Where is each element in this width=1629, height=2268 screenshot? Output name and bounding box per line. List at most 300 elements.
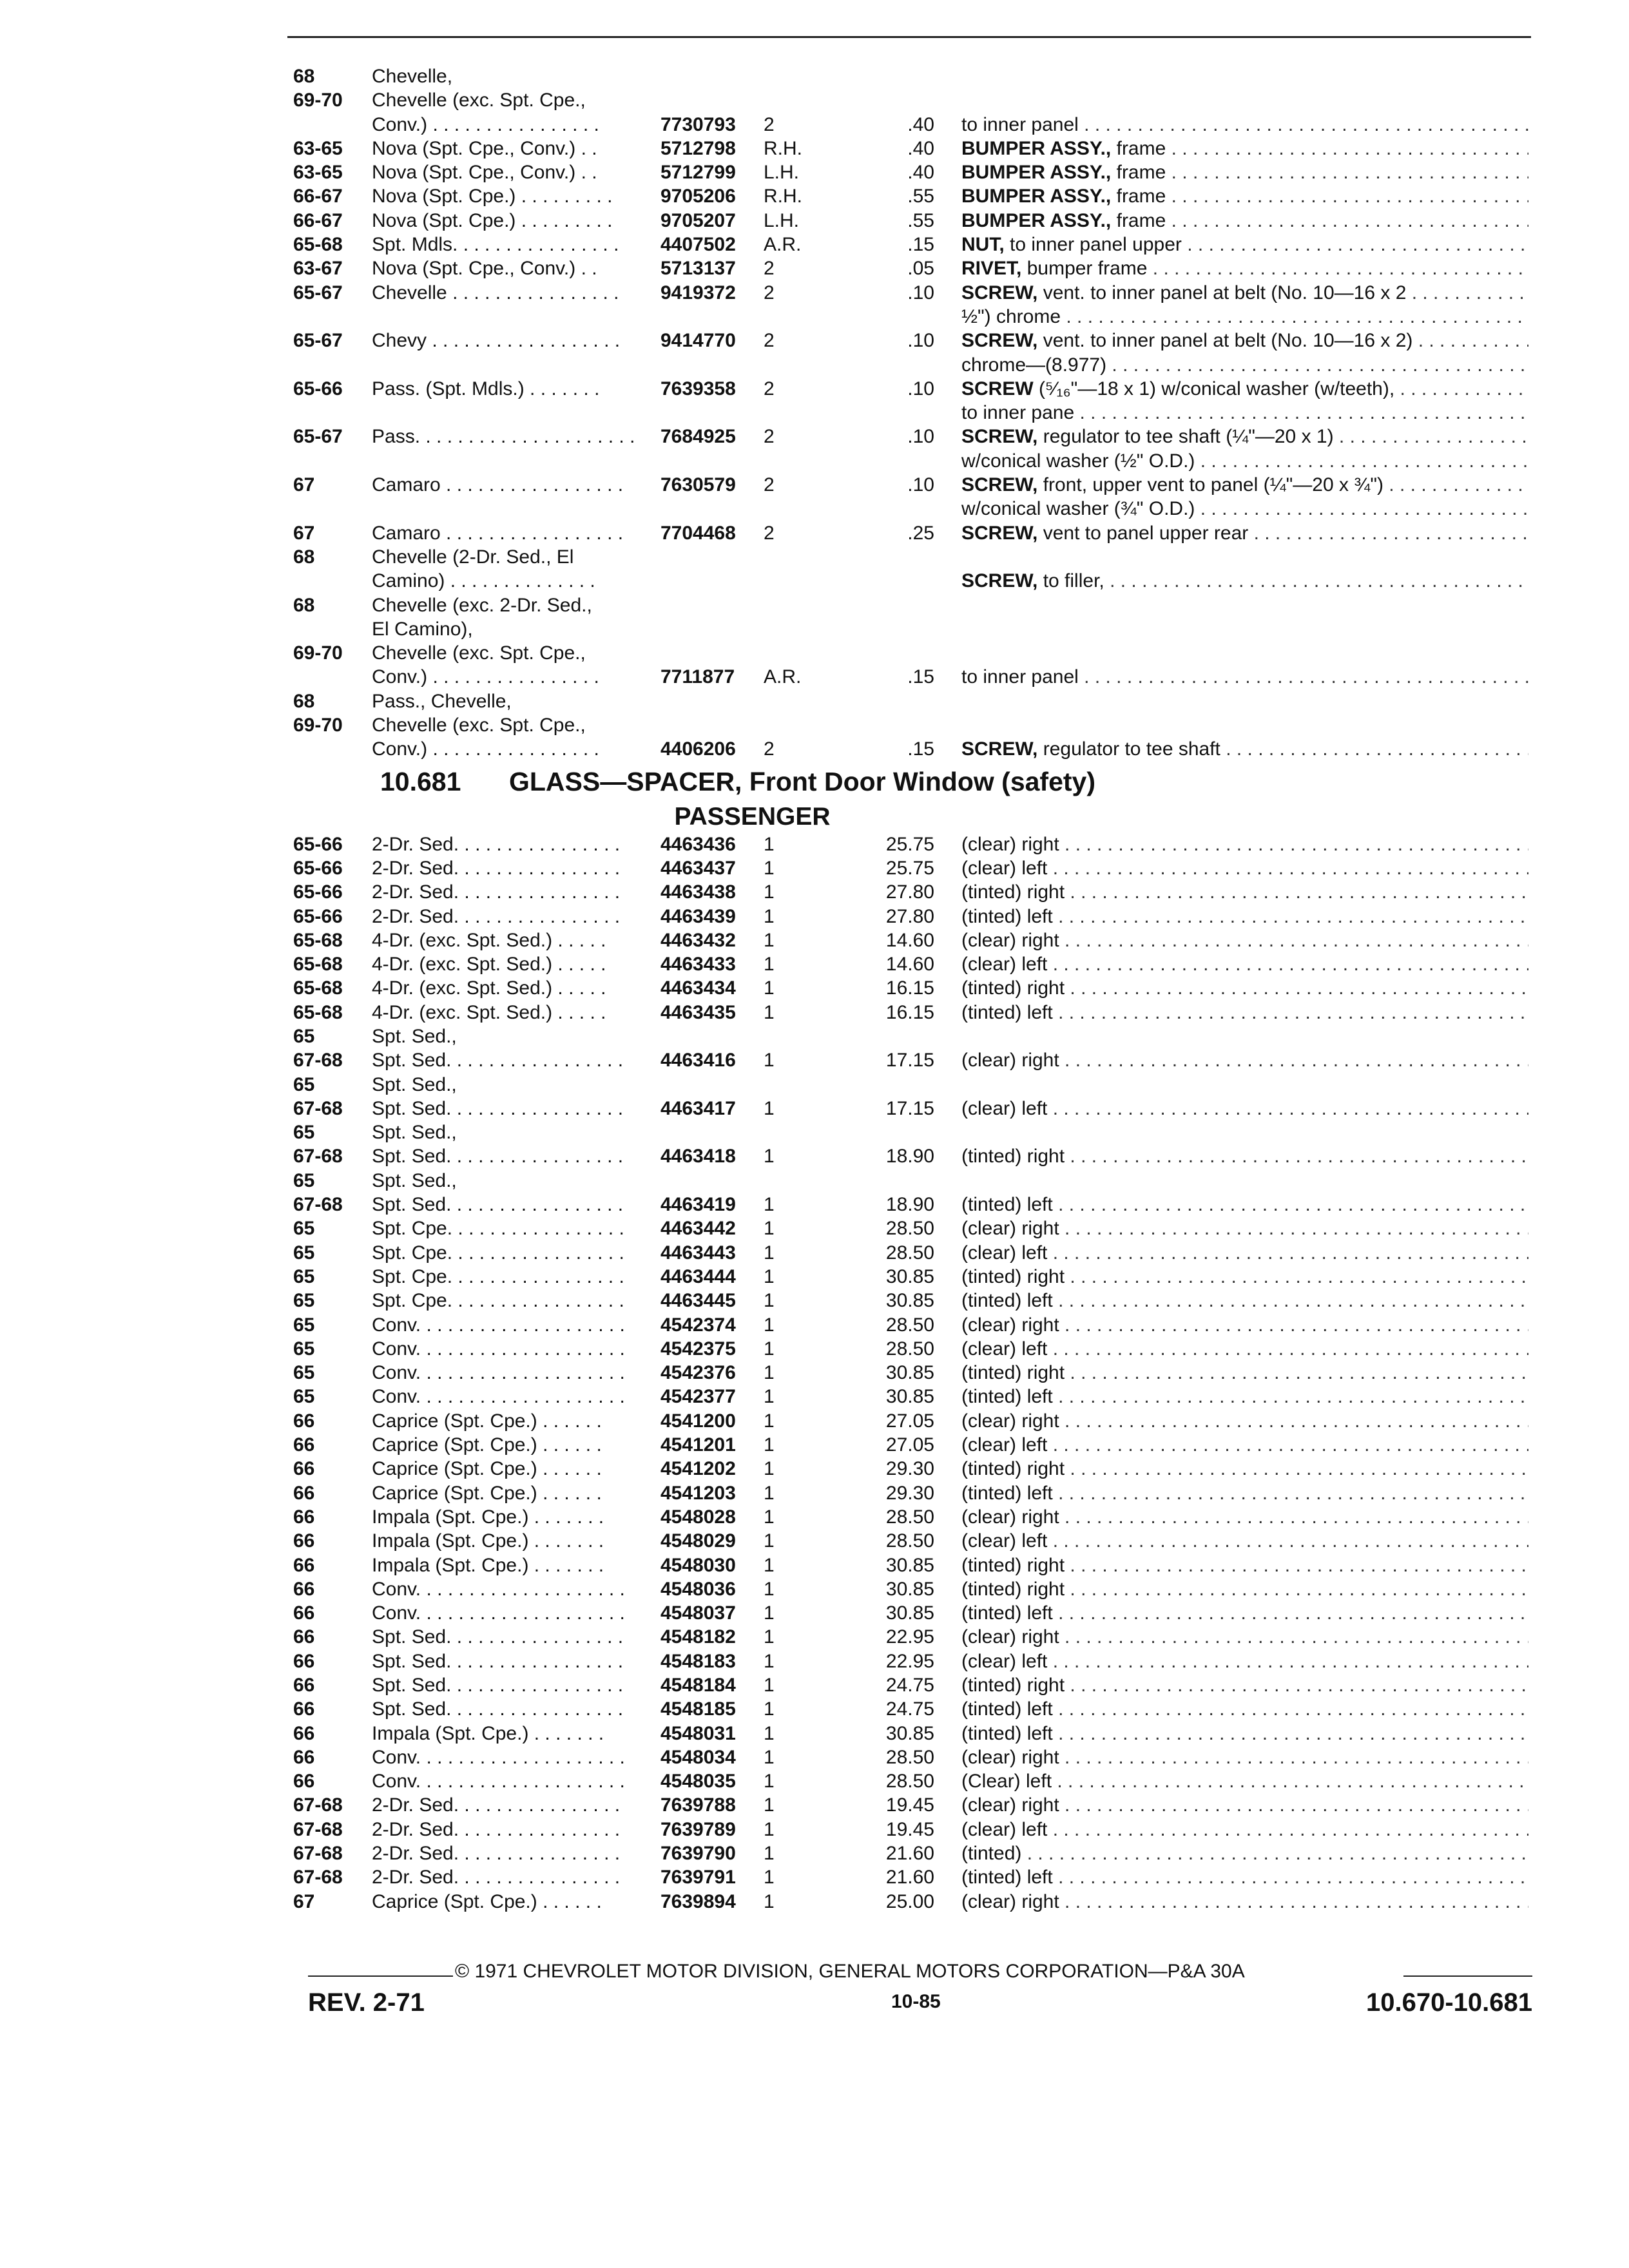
description-text: (clear) left . . . [961, 1242, 1528, 1264]
year-cell: 68 [293, 546, 315, 568]
price-cell: 30.85 [885, 1554, 934, 1576]
description-keyword: BUMPER ASSY., [961, 162, 1112, 184]
table-row [293, 1265, 1530, 1289]
part-number-cell: 7639791 [660, 1867, 736, 1888]
part-number-cell: 7639790 [660, 1843, 736, 1865]
year-cell: 65 [293, 1314, 315, 1336]
part-number-cell: 4548182 [660, 1626, 736, 1648]
price-cell: 17.15 [885, 1050, 934, 1072]
part-number-cell: 4463417 [660, 1097, 736, 1119]
quantity-cell: 1 [764, 1290, 775, 1312]
price-cell: 18.90 [885, 1194, 934, 1216]
table-row [293, 1193, 1530, 1216]
price-cell: .10 [907, 330, 934, 352]
description-cell [961, 1313, 1528, 1337]
price-cell: 27.05 [885, 1410, 934, 1432]
section-range: 10.670-10.681 [1365, 1988, 1532, 2017]
table-row [293, 905, 1530, 928]
model-cell: Spt. Sed. . . . . . . . . . . . . . . . . [372, 1650, 624, 1672]
description-cell [961, 449, 1528, 473]
year-cell: 66 [293, 1602, 315, 1624]
year-cell: 66 [293, 1675, 315, 1696]
price-cell: .15 [907, 666, 934, 688]
table-row [293, 88, 1530, 112]
table-row [293, 856, 1530, 880]
model-cell: Spt. Sed. . . . . . . . . . . . . . . . . [372, 1146, 624, 1168]
description-text: (clear) left . . . [961, 1098, 1528, 1119]
year-cell: 65 [293, 1025, 315, 1047]
price-cell: 24.75 [885, 1698, 934, 1720]
part-number-cell: 4463419 [660, 1194, 736, 1216]
model-cell: 2-Dr. Sed. . . . . . . . . . . . . . . . [372, 1818, 621, 1840]
description-text: (tinted) right . . . [961, 1266, 1528, 1287]
part-number-cell: 7639788 [660, 1794, 736, 1816]
table-row [293, 1024, 1530, 1048]
table-row [293, 593, 1530, 617]
model-cell: Impala (Spt. Cpe.) . . . . . . . [372, 1554, 604, 1576]
quantity-cell: 2 [764, 378, 775, 399]
table-row [293, 737, 1530, 761]
quantity-cell: 1 [764, 1314, 775, 1336]
description-cell [961, 1097, 1528, 1120]
model-cell: 4-Dr. (exc. Spt. Sed.) . . . . . [372, 1001, 606, 1023]
description-text: to inner panel . . . [961, 666, 1528, 687]
section-number: 10.681 [380, 766, 461, 796]
description-text: (tinted) right . . . [961, 1675, 1528, 1696]
year-cell: 67-68 [293, 1097, 343, 1119]
year-cell: 66 [293, 1554, 315, 1576]
part-number-cell: 4406206 [660, 738, 736, 760]
model-cell: Spt. Sed., [372, 1025, 457, 1047]
part-number-cell: 5712799 [660, 162, 736, 184]
description-text: (tinted) right . . . [961, 977, 1528, 999]
price-cell: 21.60 [885, 1867, 934, 1888]
description-text: (tinted) left . . . [961, 1867, 1528, 1888]
description-text: (clear) left . . . [961, 1530, 1528, 1552]
table-row [293, 1577, 1530, 1601]
description-cell [961, 1361, 1528, 1385]
description-cell [961, 1216, 1528, 1240]
model-cell: Nova (Spt. Cpe.) . . . . . . . . . [372, 186, 613, 207]
description-cell [961, 305, 1528, 329]
description-keyword: SCREW, [961, 282, 1038, 303]
model-cell: Conv. . . . . . . . . . . . . . . . . . . . [372, 1746, 625, 1768]
year-cell: 65-67 [293, 426, 343, 448]
description-keyword: SCREW, [961, 522, 1038, 544]
price-cell: 25.75 [885, 833, 934, 855]
table-row [293, 1481, 1530, 1505]
quantity-cell: 1 [764, 1867, 775, 1888]
year-cell: 66 [293, 1722, 315, 1744]
quantity-cell: 2 [764, 282, 775, 303]
description-cell [961, 1481, 1528, 1505]
description-cell [961, 1144, 1528, 1168]
model-cell: Spt. Sed. . . . . . . . . . . . . . . . . [372, 1194, 624, 1216]
model-cell: Caprice (Spt. Cpe.) . . . . . . [372, 1482, 602, 1504]
quantity-cell: 1 [764, 1722, 775, 1744]
part-number-cell: 4463434 [660, 977, 736, 999]
year-cell: 65 [293, 1242, 315, 1264]
quantity-cell: A.R. [764, 666, 802, 688]
model-cell: Spt. Sed. . . . . . . . . . . . . . . . . [372, 1698, 624, 1720]
year-cell: 65 [293, 1362, 315, 1384]
description-text: (tinted) right . . . [961, 1579, 1528, 1600]
description-cell [961, 952, 1528, 976]
description-text: to filler, . . . [1043, 570, 1528, 591]
model-cell: Spt. Sed. . . . . . . . . . . . . . . . . [372, 1050, 624, 1072]
year-cell: 65 [293, 1122, 315, 1144]
table-row [293, 1001, 1530, 1024]
part-number-cell: 4463437 [660, 857, 736, 879]
part-number-cell: 4548185 [660, 1698, 736, 1720]
year-cell: 67-68 [293, 1146, 343, 1168]
quantity-cell: 1 [764, 1554, 775, 1576]
quantity-cell: 1 [764, 1194, 775, 1216]
part-number-cell: 4541200 [660, 1410, 736, 1432]
model-cell: Chevelle (2-Dr. Sed., El [372, 546, 574, 568]
description-text: (⁵⁄₁₆"—18 x 1) w/conical washer (w/teeth), . . . [1039, 378, 1528, 399]
model-cell: Pass. . . . . . . . . . . . . . . . . . . . . [372, 426, 635, 448]
price-cell: 19.45 [885, 1818, 934, 1840]
year-cell: 67-68 [293, 1050, 343, 1072]
revision-label: REV. 2-71 [308, 1988, 425, 2017]
description-cell [961, 329, 1528, 352]
year-cell: 66 [293, 1626, 315, 1648]
quantity-cell: 1 [764, 1050, 775, 1072]
model-cell: Spt. Sed. . . . . . . . . . . . . . . . . [372, 1675, 624, 1696]
price-cell: 28.50 [885, 1338, 934, 1360]
price-cell: .55 [907, 186, 934, 207]
year-cell: 66-67 [293, 186, 343, 207]
description-cell [961, 905, 1528, 928]
quantity-cell: 1 [764, 1626, 775, 1648]
model-cell: Caprice (Spt. Cpe.) . . . . . . [372, 1458, 602, 1480]
quantity-cell: 1 [764, 905, 775, 927]
description-cell [961, 113, 1528, 137]
quantity-cell: 1 [764, 1843, 775, 1865]
price-cell: 28.50 [885, 1746, 934, 1768]
quantity-cell: 2 [764, 522, 775, 544]
part-number-cell: 7684925 [660, 426, 736, 448]
quantity-cell: 1 [764, 1650, 775, 1672]
model-cell: 2-Dr. Sed. . . . . . . . . . . . . . . . [372, 1794, 621, 1816]
description-text: (tinted) . . . [961, 1843, 1528, 1864]
model-cell: Spt. Cpe. . . . . . . . . . . . . . . . . [372, 1265, 624, 1287]
table-row [293, 1793, 1530, 1817]
quantity-cell: L.H. [764, 162, 800, 184]
part-number-cell: 7704468 [660, 522, 736, 544]
page-number: 10-85 [891, 1991, 941, 2012]
description-cell [961, 1048, 1528, 1072]
description-cell [961, 1337, 1528, 1361]
description-keyword: SCREW, [961, 474, 1038, 496]
description-cell [961, 1890, 1528, 1914]
model-cell: Chevelle (exc. Spt. Cpe., [372, 642, 586, 664]
price-cell: .25 [907, 522, 934, 544]
table-row [293, 137, 1530, 160]
description-text: (tinted) left . . . [961, 1290, 1528, 1311]
price-cell: .10 [907, 426, 934, 448]
table-row [293, 617, 1530, 641]
description-text: (clear) right . . . [961, 1747, 1528, 1768]
description-cell [961, 1409, 1528, 1433]
year-cell: 65 [293, 1218, 315, 1240]
model-cell: 2-Dr. Sed. . . . . . . . . . . . . . . . [372, 881, 621, 903]
quantity-cell: 1 [764, 857, 775, 879]
price-cell: 28.50 [885, 1242, 934, 1264]
quantity-cell: 1 [764, 1434, 775, 1456]
year-cell: 66 [293, 1506, 315, 1528]
price-cell: 28.50 [885, 1530, 934, 1552]
model-cell: Pass. (Spt. Mdls.) . . . . . . . [372, 378, 600, 399]
description-text: chrome—(8.977) . . . [961, 354, 1528, 376]
quantity-cell: R.H. [764, 137, 802, 159]
table-row [293, 1073, 1530, 1097]
description-cell [961, 377, 1528, 401]
price-cell: 14.60 [885, 954, 934, 975]
model-cell: Spt. Sed., [372, 1169, 457, 1191]
description-cell [961, 233, 1528, 256]
model-cell: Caprice (Spt. Cpe.) . . . . . . [372, 1890, 602, 1912]
table-row [293, 1625, 1530, 1649]
quantity-cell: 1 [764, 1698, 775, 1720]
part-number-cell: 4463442 [660, 1218, 736, 1240]
description-keyword: BUMPER ASSY., [961, 186, 1112, 207]
table-row [293, 1289, 1530, 1312]
description-keyword: SCREW [961, 378, 1034, 399]
description-keyword: NUT, [961, 234, 1005, 256]
quantity-cell: 1 [764, 1482, 775, 1504]
table-row [293, 521, 1530, 545]
table-row [293, 928, 1530, 952]
price-cell: .40 [907, 162, 934, 184]
table-row [293, 1673, 1530, 1697]
model-cell: Conv. . . . . . . . . . . . . . . . . . . . [372, 1578, 625, 1600]
price-cell: 30.85 [885, 1290, 934, 1312]
quantity-cell: 2 [764, 738, 775, 760]
description-cell [961, 1289, 1528, 1312]
year-cell: 67 [293, 1890, 315, 1912]
table-row [293, 1097, 1530, 1120]
model-cell: Impala (Spt. Cpe.) . . . . . . . [372, 1722, 604, 1744]
year-cell: 66-67 [293, 209, 343, 231]
description-text: vent to panel upper rear . . . [1043, 523, 1528, 544]
price-cell: 30.85 [885, 1265, 934, 1287]
part-number-cell: 4463418 [660, 1146, 736, 1168]
year-cell: 65 [293, 1290, 315, 1312]
table-row [293, 1818, 1530, 1841]
table-row [293, 449, 1530, 473]
part-number-cell: 4548028 [660, 1506, 736, 1528]
year-cell: 66 [293, 1578, 315, 1600]
part-number-cell: 4463444 [660, 1265, 736, 1287]
model-cell: 2-Dr. Sed. . . . . . . . . . . . . . . . [372, 905, 621, 927]
description-text: (clear) left . . . [961, 858, 1528, 879]
description-text: (tinted) right . . . [961, 1458, 1528, 1479]
description-text: (clear) right . . . [961, 1314, 1528, 1336]
year-cell: 67 [293, 474, 315, 496]
parts-listing [293, 64, 1530, 1914]
description-cell [961, 1673, 1528, 1697]
table-row [293, 1722, 1530, 1745]
year-cell: 65-66 [293, 881, 343, 903]
price-cell: .10 [907, 282, 934, 303]
quantity-cell: 1 [764, 1146, 775, 1168]
section-heading [380, 762, 1530, 802]
top-rule [287, 36, 1531, 38]
price-cell: 17.15 [885, 1097, 934, 1119]
table-row [293, 377, 1530, 401]
price-cell: 14.60 [885, 929, 934, 951]
table-row [293, 160, 1530, 184]
table-row [293, 1649, 1530, 1673]
description-cell [961, 1553, 1528, 1577]
description-cell [961, 1841, 1528, 1865]
year-cell: 66 [293, 1482, 315, 1504]
part-number-cell: 4407502 [660, 234, 736, 256]
price-cell: .15 [907, 234, 934, 256]
description-cell [961, 1818, 1528, 1841]
table-row [293, 1144, 1530, 1168]
model-cell: Conv. . . . . . . . . . . . . . . . . . . . [372, 1386, 625, 1408]
description-text: w/conical washer (½" O.D.) . . . [961, 450, 1528, 472]
description-text: to inner panel upper . . . [1010, 234, 1528, 255]
model-cell: 2-Dr. Sed. . . . . . . . . . . . . . . . [372, 1843, 621, 1865]
quantity-cell: 1 [764, 954, 775, 975]
quantity-cell: 1 [764, 1001, 775, 1023]
year-cell: 69-70 [293, 642, 343, 664]
description-keyword: SCREW, [961, 330, 1038, 352]
quantity-cell: 1 [764, 1818, 775, 1840]
table-row [293, 1169, 1530, 1193]
description-cell [961, 1649, 1528, 1673]
description-text: (tinted) left . . . [961, 1386, 1528, 1407]
price-cell: 25.00 [885, 1890, 934, 1912]
part-number-cell: 4548031 [660, 1722, 736, 1744]
part-number-cell: 9419372 [660, 282, 736, 303]
description-keyword: BUMPER ASSY., [961, 209, 1112, 231]
quantity-cell: 1 [764, 1746, 775, 1768]
quantity-cell: 1 [764, 1771, 775, 1792]
year-cell: 66 [293, 1771, 315, 1792]
table-row [293, 1337, 1530, 1361]
year-cell: 65 [293, 1073, 315, 1095]
model-cell: 2-Dr. Sed. . . . . . . . . . . . . . . . [372, 833, 621, 855]
model-cell: Conv. . . . . . . . . . . . . . . . . . . . [372, 1771, 625, 1792]
description-cell [961, 281, 1528, 305]
part-number-cell: 4548184 [660, 1675, 736, 1696]
table-row [293, 641, 1530, 665]
description-text: (clear) right . . . [961, 1218, 1528, 1239]
description-cell [961, 928, 1528, 952]
year-cell: 65-66 [293, 857, 343, 879]
quantity-cell: 1 [764, 977, 775, 999]
quantity-cell: 1 [764, 1265, 775, 1287]
price-cell: .15 [907, 738, 934, 760]
model-cell: Conv. . . . . . . . . . . . . . . . . . . . [372, 1362, 625, 1384]
quantity-cell: A.R. [764, 234, 802, 256]
description-cell [961, 1722, 1528, 1745]
part-number-cell: 4542374 [660, 1314, 736, 1336]
description-cell [961, 1265, 1528, 1289]
table-row [293, 305, 1530, 329]
part-number-cell: 9705207 [660, 209, 736, 231]
table-row [293, 1841, 1530, 1865]
part-number-cell: 5712798 [660, 137, 736, 159]
year-cell: 67-68 [293, 1818, 343, 1840]
table-row [293, 689, 1530, 713]
description-cell [961, 1505, 1528, 1529]
quantity-cell: 2 [764, 330, 775, 352]
description-text: (clear) right . . . [961, 1410, 1528, 1432]
quantity-cell: 2 [764, 113, 775, 135]
model-cell: Nova (Spt. Cpe.) . . . . . . . . . [372, 209, 613, 231]
description-text: frame . . . [1117, 162, 1528, 183]
description-cell [961, 184, 1528, 208]
year-cell: 67-68 [293, 1843, 343, 1865]
description-text: (clear) right . . . [961, 1891, 1528, 1912]
part-number-cell: 7630579 [660, 474, 736, 496]
table-row [293, 401, 1530, 425]
description-cell [961, 737, 1528, 761]
quantity-cell: 1 [764, 1458, 775, 1480]
description-text: (clear) right . . . [961, 1506, 1528, 1528]
description-cell [961, 209, 1528, 233]
description-text: (clear) right . . . [961, 1626, 1528, 1648]
model-cell: 4-Dr. (exc. Spt. Sed.) . . . . . [372, 954, 606, 975]
model-cell: Conv. . . . . . . . . . . . . . . . . . . . [372, 1338, 625, 1360]
price-cell: 21.60 [885, 1843, 934, 1865]
part-number-cell: 4463433 [660, 954, 736, 975]
description-cell [961, 160, 1528, 184]
part-number-cell: 4541201 [660, 1434, 736, 1456]
quantity-cell: 1 [764, 1578, 775, 1600]
model-cell: Spt. Sed. . . . . . . . . . . . . . . . . [372, 1626, 624, 1648]
part-number-cell: 4463416 [660, 1050, 736, 1072]
table-row [293, 1745, 1530, 1769]
quantity-cell: 1 [764, 1506, 775, 1528]
description-text: (tinted) right . . . [961, 1146, 1528, 1167]
year-cell: 67-68 [293, 1194, 343, 1216]
year-cell: 63-65 [293, 137, 343, 159]
price-cell: .40 [907, 113, 934, 135]
description-text: bumper frame . . . [1027, 258, 1528, 279]
quantity-cell: 1 [764, 1890, 775, 1912]
quantity-cell: 1 [764, 929, 775, 951]
part-number-cell: 4548036 [660, 1578, 736, 1600]
quantity-cell: 1 [764, 1362, 775, 1384]
description-text: regulator to tee shaft (¼"—20 x 1) . . . [1043, 426, 1528, 447]
table-row [293, 1313, 1530, 1337]
description-cell [961, 569, 1528, 593]
table-row [293, 184, 1530, 208]
description-text: (clear) right . . . [961, 930, 1528, 951]
table-row [293, 281, 1530, 305]
model-cell: Chevy . . . . . . . . . . . . . . . . . . [372, 330, 621, 352]
description-cell [961, 1529, 1528, 1553]
year-cell: 63-67 [293, 258, 343, 280]
model-cell: Conv.) . . . . . . . . . . . . . . . . [372, 113, 599, 135]
description-text: to inner pane . . . [961, 402, 1528, 423]
model-cell: Impala (Spt. Cpe.) . . . . . . . [372, 1506, 604, 1528]
year-cell: 65 [293, 1265, 315, 1287]
model-cell: 4-Dr. (exc. Spt. Sed.) . . . . . [372, 977, 606, 999]
footer-rule-right [1403, 1975, 1532, 1977]
table-row [293, 976, 1530, 1000]
table-row [293, 832, 1530, 856]
model-cell: 4-Dr. (exc. Spt. Sed.) . . . . . [372, 929, 606, 951]
price-cell: 16.15 [885, 977, 934, 999]
